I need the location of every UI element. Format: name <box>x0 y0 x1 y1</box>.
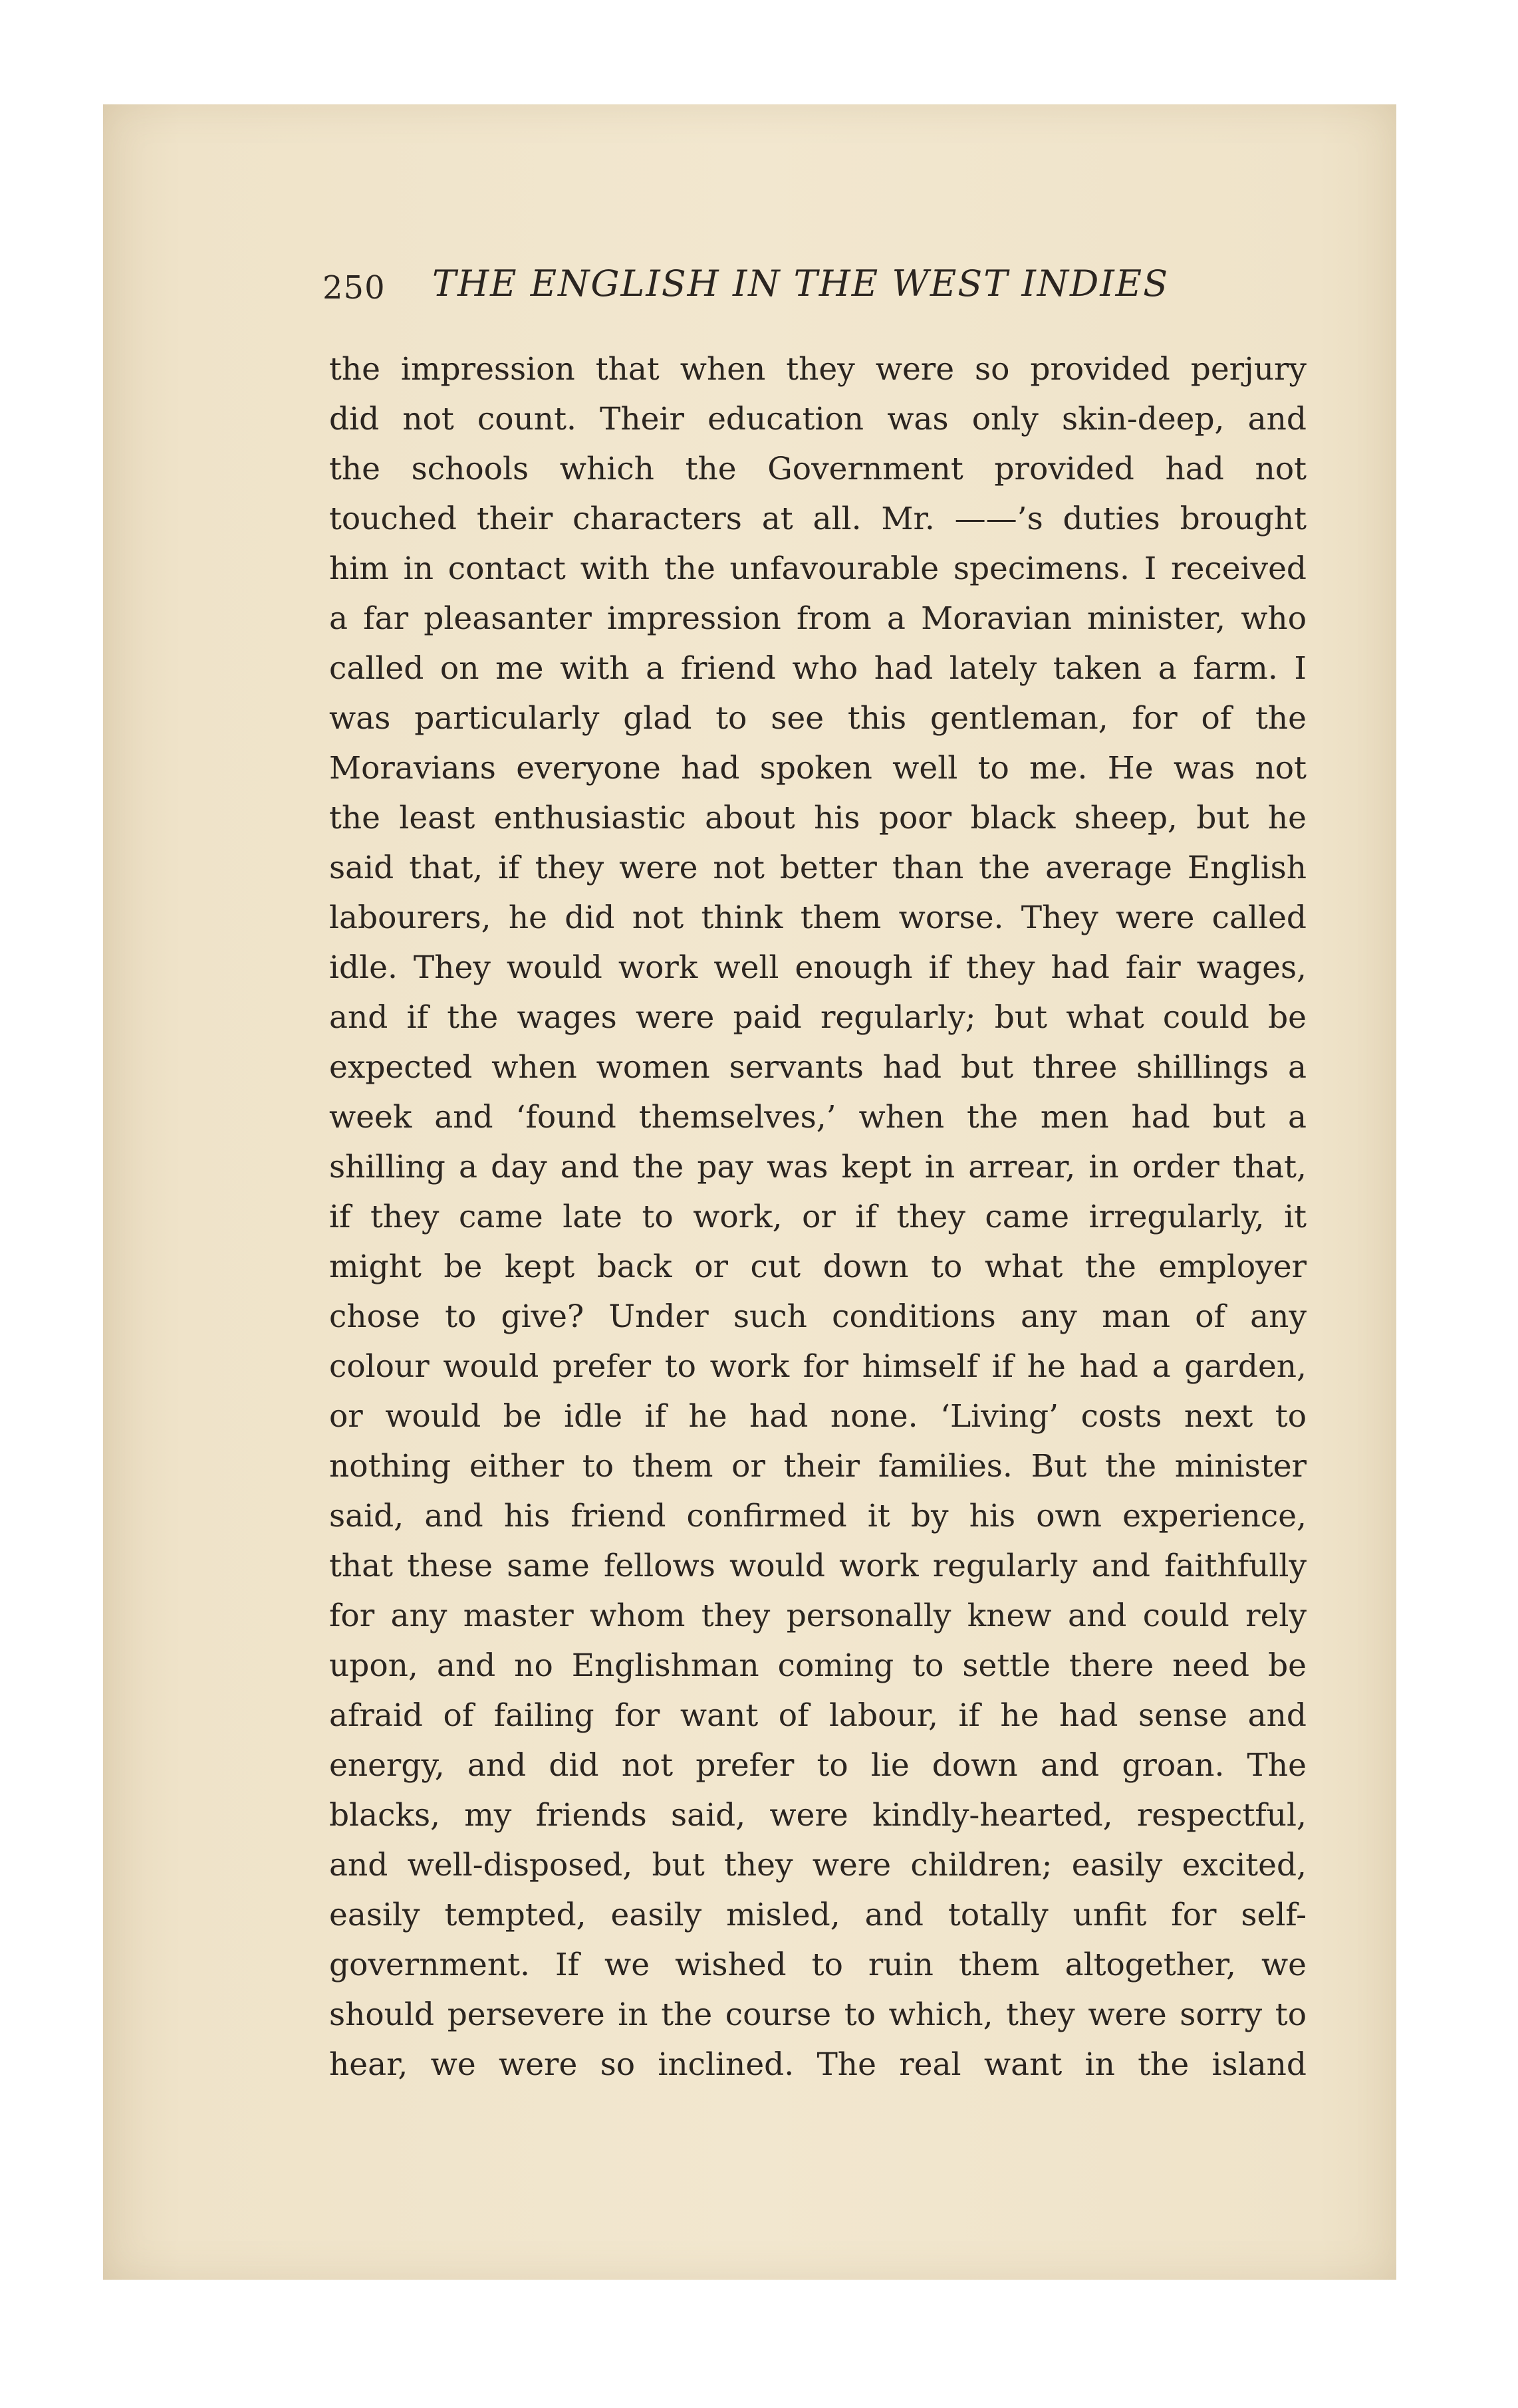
text-line: labourers, he did not think them worse. They were called <box>329 900 1307 936</box>
text-line: afraid of failing for want of labour, if he had sense and <box>329 1697 1307 1734</box>
text-line: the least enthusiastic about his poor black sheep, but he <box>329 800 1307 836</box>
text-line: the impression that when they were so provided perjury <box>329 351 1307 388</box>
text-line: and if the wages were paid regularly; but what could be <box>329 999 1307 1036</box>
running-head: THE ENGLISH IN THE WEST INDIES <box>432 263 1170 304</box>
text-line: was particularly glad to see this gentleman, for of the <box>329 700 1307 737</box>
text-line: that these same fellows would work regularly and faithfully <box>329 1548 1307 1584</box>
text-line: energy, and did not prefer to lie down and groan. The <box>329 1747 1307 1784</box>
text-line: idle. They would work well enough if they had fair wages, <box>329 949 1307 986</box>
text-line: chose to give? Under such conditions any man of any <box>329 1298 1307 1335</box>
text-line: shilling a day and the pay was kept in arrear, in order that, <box>329 1149 1307 1185</box>
text-line: Moravians everyone had spoken well to me. He was not <box>329 750 1307 786</box>
text-line: blacks, my friends said, were kindly-hearted, respectful, <box>329 1797 1307 1834</box>
text-line: called on me with a friend who had lately taken a farm. I <box>329 650 1307 687</box>
text-line: easily tempted, easily misled, and totally unfit for self- <box>329 1897 1307 1933</box>
text-line: and well-disposed, but they were children; easily excited, <box>329 1847 1307 1883</box>
text-line: touched their characters at all. Mr. ——’s duties brought <box>329 501 1307 537</box>
text-line: upon, and no Englishman coming to settle there need be <box>329 1647 1307 1684</box>
text-line: said, and his friend confirmed it by his own experience, <box>329 1498 1307 1534</box>
text-line: might be kept back or cut down to what the employer <box>329 1249 1307 1285</box>
page-number: 250 <box>322 269 386 306</box>
text-line: or would be idle if he had none. ‘Living’ costs next to <box>329 1398 1307 1435</box>
text-line: week and ‘found themselves,’ when the men had but a <box>329 1099 1307 1136</box>
body-text <box>329 344 1307 2090</box>
text-line: nothing either to them or their families. But the minister <box>329 1448 1307 1485</box>
text-line: did not count. Their education was only skin-deep, and <box>329 401 1307 437</box>
text-line: hear, we were so inclined. The real want in the island <box>329 2046 1307 2083</box>
text-line: colour would prefer to work for himself if he had a garden, <box>329 1348 1307 1385</box>
text-line: government. If we wished to ruin them altogether, we <box>329 1947 1307 1983</box>
text-line: said that, if they were not better than the average English <box>329 850 1307 886</box>
text-line: for any master whom they personally knew and could rely <box>329 1598 1307 1634</box>
text-line: expected when women servants had but three shillings a <box>329 1049 1307 1086</box>
text-line: if they came late to work, or if they came irregularly, it <box>329 1199 1307 1235</box>
page-header <box>322 263 1317 322</box>
text-line: should persevere in the course to which, they were sorry to <box>329 1996 1307 2033</box>
text-line: him in contact with the unfavourable specimens. I received <box>329 550 1307 587</box>
text-line: the schools which the Government provided had not <box>329 451 1307 487</box>
text-line: a far pleasanter impression from a Moravian minister, who <box>329 600 1307 637</box>
